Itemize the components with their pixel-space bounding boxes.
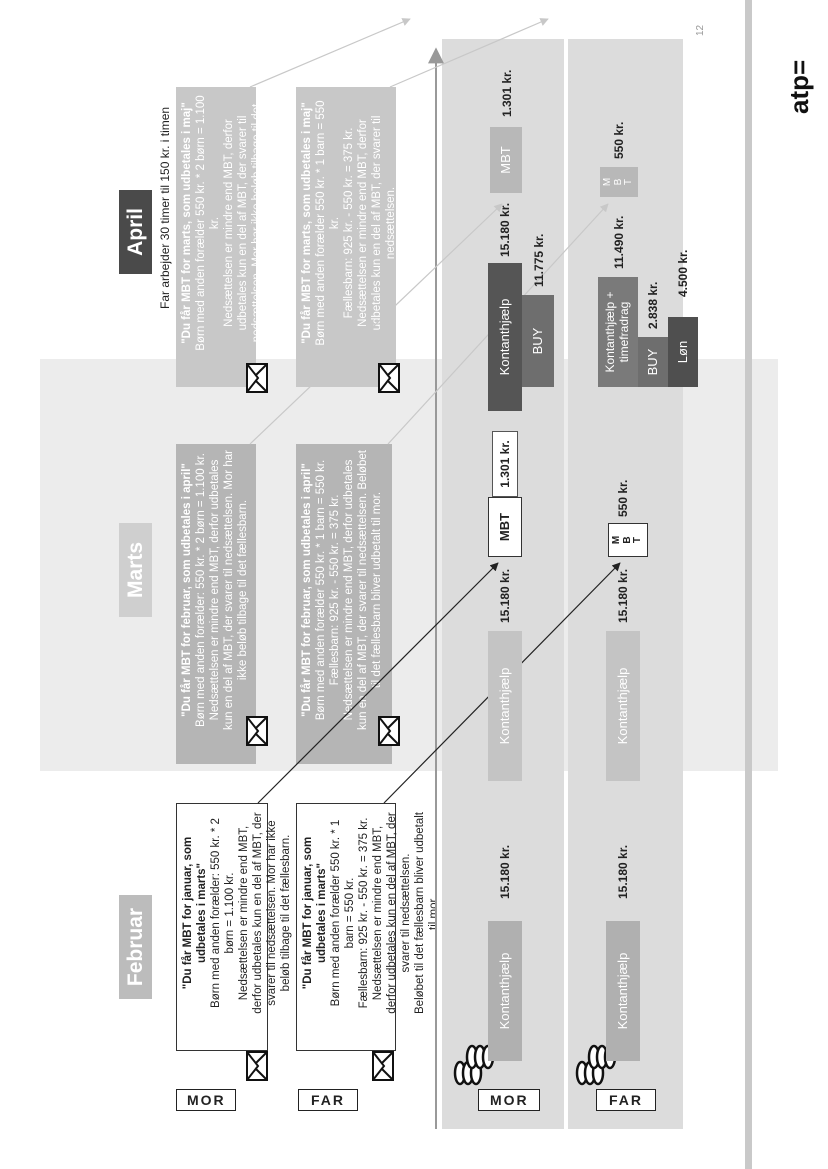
far-mar-amount: 15.180 kr.	[616, 568, 630, 623]
mor-apr-mbt: MBT	[490, 127, 522, 193]
arrow-mor-feb-to-mbt	[258, 563, 498, 803]
far-apr-mbt	[600, 167, 638, 197]
mbt-letter: M	[611, 535, 623, 545]
month-title-april: April	[119, 190, 152, 274]
mor-mar-mbt-amount: 1.301 kr.	[492, 431, 518, 497]
far-mar-mbt-amount: 550 kr.	[616, 479, 630, 517]
letter-title: "Du får MBT for marts, som udbetales i maj"	[181, 102, 193, 344]
letter-line: Nedsættelsen er mindre end MBT, derfor udbetales kun en del af MBT, der svarer til nedsættelsen.	[357, 115, 397, 331]
arrow-mor-mar-to-mbt	[250, 204, 502, 444]
page-number: 12	[695, 24, 706, 36]
far-mar-mbt	[608, 523, 648, 557]
letter-line: Nedsættelsen er mindre end MBT, derfor udbetales kun en del af MBT, der svarer til nedsættelsen. Mor har ikke beløb tilbage til det fællesbarn.	[238, 812, 292, 1014]
letter-line: Børn med anden forælder 550 kr. * 1 barn = 550 kr.	[315, 459, 327, 721]
letter-line: Børn med anden forælder 550 kr. * 2 børn = 1.100 kr.	[195, 95, 221, 351]
letter-line: Børn med anden forælder 550 kr. * 1 barn = 550 kr.	[330, 819, 356, 1007]
person-label-far-top: FAR	[298, 1089, 358, 1111]
mor-feb-kontanthjaelp: Kontanthjælp	[488, 921, 522, 1061]
letter-line: Børn med anden forælder: 550 kr. * 2 børn = 1.100 kr.	[210, 818, 236, 1008]
mor-apr-amount: 15.180 kr.	[498, 202, 512, 257]
far-mar-kontanthjaelp: Kontanthjælp	[606, 631, 640, 781]
person-label-far: FAR	[596, 1089, 656, 1111]
month-title-marts: Marts	[119, 523, 152, 617]
month-title-februar: Februar	[119, 895, 152, 999]
person-label-mor: MOR	[478, 1089, 540, 1111]
person-label-mor-top: MOR	[176, 1089, 236, 1111]
mor-mar-amount: 15.180 kr.	[498, 568, 512, 623]
letter-title: "Du får MBT for januar, som udbetales i marts"	[302, 836, 328, 990]
mbt-letter: M	[602, 177, 614, 187]
far-apr-mbt-amount: 550 kr.	[612, 121, 626, 159]
letter-line: Børn med anden forælder 550 kr. * 1 barn = 550 kr.	[315, 100, 341, 346]
mbt-letter: T	[623, 178, 635, 186]
letter-line: Nedsættelsen er mindre end MBT, derfor udbetales kun en del af MBT, der svarer til nedsættelsen.	[372, 812, 412, 1014]
letter-line: Beløbet til det fællesbarn bliver udbetalt til mor.	[414, 812, 440, 1014]
far-feb-kontanthjaelp: Kontanthjælp	[606, 921, 640, 1061]
letter-line: Fællesbarn: 925 kr. - 550 kr. = 375 kr.	[358, 817, 370, 1009]
far-apr-buy: BUY	[638, 337, 668, 387]
mor-feb-amount: 15.180 kr.	[498, 844, 512, 899]
mor-mar-mbt: MBT	[488, 497, 522, 557]
mbt-letter: B	[612, 178, 624, 186]
far-apr-amount: 11.490 kr.	[612, 215, 626, 269]
letter-title: "Du får MBT for marts, som udbetales i maj"	[301, 102, 313, 344]
mbt-letter: T	[632, 536, 644, 544]
letter-line: Fællesbarn: 925 kr. - 550 kr. = 375 kr.	[343, 127, 355, 319]
far-apr-buy-amount: 2.838 kr.	[646, 281, 660, 329]
mbt-letter: B	[621, 536, 633, 544]
letter-title: "Du får MBT for februar, som udbetales i april"	[181, 463, 193, 717]
letter-line: Nedsættelsen er mindre end MBT, derfor udbetales kun en del af MBT, der svarer til nedsættelsen. Mor har ikke beløb tilbage til det fællesbarn.	[209, 450, 249, 730]
letter-title: "Du får MBT for januar, som udbetales i marts"	[182, 836, 208, 990]
letter-line: Nedsættelsen er mindre end MBT, derfor udbetales kun en del af MBT, der svarer til nedsættelsen. Beløbet til det fællesbarn bliver udbetalt til mor.	[343, 450, 383, 730]
arrow-far-apr-out	[390, 19, 548, 87]
far-apr-kontanthjaelp: Kontanthjælp + timefradrag	[598, 277, 638, 387]
mor-apr-buy-amount: 11.775 kr.	[532, 233, 546, 287]
atp-logo: atp=	[784, 59, 814, 114]
arrow-mor-apr-out	[250, 19, 410, 87]
letter-title: "Du får MBT for februar, som udbetales i april"	[301, 463, 313, 717]
far-feb-amount: 15.180 kr.	[616, 844, 630, 899]
far-apr-lon: Løn	[668, 317, 698, 387]
mor-mar-kontanthjaelp: Kontanthjælp	[488, 631, 522, 781]
far-apr-lon-amount: 4.500 kr.	[676, 249, 690, 297]
letter-line: Beløbet til det fællesbarn bliver udbetalt til mor.	[399, 103, 411, 343]
letter-line: Nedsættelsen er mindre end MBT, derfor udbetales kun en del af MBT, der svarer til nedsættelsen. Mor har ikke beløb tilbage til det fællesbarn	[223, 103, 277, 343]
letter-line: Fællesbarn: 925 kr. - 550 kr. = 375 kr.	[329, 494, 341, 686]
mor-apr-mbt-amount: 1.301 kr.	[500, 69, 514, 117]
letter-line: Børn med anden forælder: 550 kr. * 2 børn = 1.100 kr.	[195, 453, 207, 727]
april-subtitle: Far arbejder 30 timer til 150 kr. i timen	[158, 106, 172, 309]
mor-apr-kontanthjaelp: Kontanthjælp	[488, 263, 522, 411]
mor-apr-buy: BUY	[522, 295, 554, 387]
